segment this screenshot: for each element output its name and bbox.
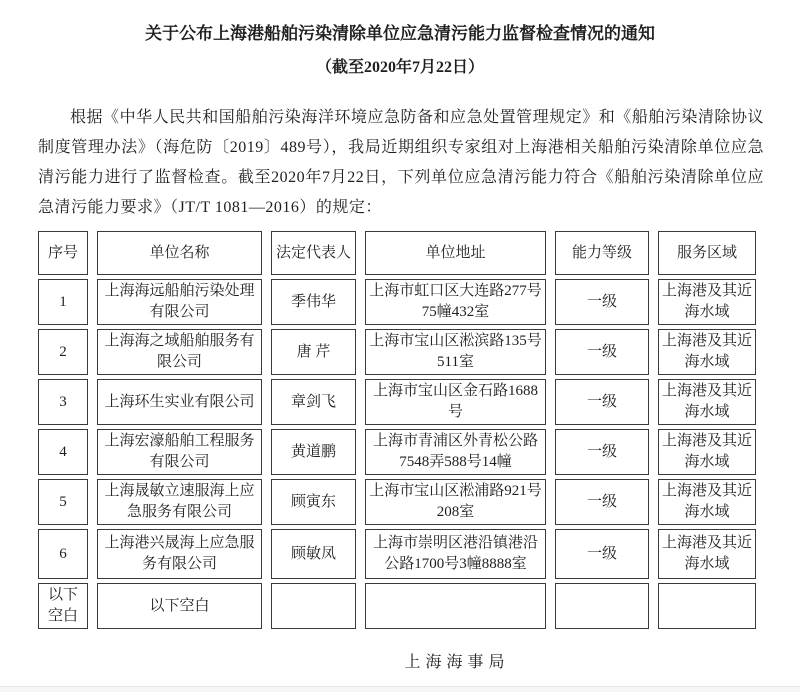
col-header-address: 单位地址 [365, 231, 546, 275]
col-header-region: 服务区域 [658, 231, 756, 275]
bottom-strip [0, 686, 800, 692]
cell-grade: 一级 [555, 279, 649, 325]
cell-company: 上海晟敏立速服海上应急服务有限公司 [97, 479, 262, 525]
cell-company: 上海宏濠船舶工程服务有限公司 [97, 429, 262, 475]
document-footer-signature: 上海海事局 [404, 654, 510, 671]
cell-company: 上海港兴晟海上应急服务有限公司 [97, 529, 262, 579]
cell-grade: 一级 [555, 379, 649, 425]
col-header-representative: 法定代表人 [271, 231, 356, 275]
inspection-results-table [29, 227, 765, 633]
cell-grade: 一级 [555, 429, 649, 475]
cell-grade: 一级 [555, 479, 649, 525]
document-subtitle: （截至2020年7月22日） [315, 59, 484, 76]
col-header-grade: 能力等级 [555, 231, 649, 275]
cell-representative: 黄道鹏 [271, 429, 356, 475]
cell-serial: 4 [38, 429, 88, 475]
table-row [38, 429, 756, 475]
cell-address: 上海市青浦区外青松公路7548弄588号14幢 [365, 429, 546, 475]
cell-representative: 唐 芹 [271, 329, 356, 375]
cell-grade [555, 583, 649, 629]
cell-representative: 季伟华 [271, 279, 356, 325]
cell-address: 上海市虹口区大连路277号75幢432室 [365, 279, 546, 325]
cell-region: 上海港及其近海水域 [658, 529, 756, 579]
document-title: 关于公布上海港船舶污染清除单位应急清污能力监督检查情况的通知 [145, 24, 655, 43]
document-paragraph: 根据《中华人民共和国船舶污染海洋环境应急防备和应急处置管理规定》和《船舶污染清除协议制度管理办法》（海危防〔2019〕489号），我局近期组织专家组对上海港相关船舶污染清除单位应急清污能力进行了监督检查。截至2020年7月22日，下列单位应急清污能力符合《船舶污染清除单位应急清污能力要求》（JT/T 1081—2016）的规定： [38, 109, 764, 216]
table-row [38, 479, 756, 525]
cell-region: 上海港及其近海水域 [658, 429, 756, 475]
cell-region [658, 583, 756, 629]
cell-grade: 一级 [555, 529, 649, 579]
cell-company: 上海海远船舶污染处理有限公司 [97, 279, 262, 325]
cell-representative: 顾敏凤 [271, 529, 356, 579]
cell-representative [271, 583, 356, 629]
table-row-blank [38, 583, 756, 629]
document-page [0, 22, 800, 692]
cell-address: 上海市宝山区金石路1688号 [365, 379, 546, 425]
cell-serial: 3 [38, 379, 88, 425]
cell-serial: 5 [38, 479, 88, 525]
cell-serial: 以下空白 [38, 583, 88, 629]
table-row [38, 279, 756, 325]
cell-address: 上海市宝山区淞浦路921号208室 [365, 479, 546, 525]
cell-company: 上海环生实业有限公司 [97, 379, 262, 425]
cell-serial: 1 [38, 279, 88, 325]
cell-serial: 6 [38, 529, 88, 579]
table-header-row [38, 231, 756, 275]
col-header-company: 单位名称 [97, 231, 262, 275]
cell-region: 上海港及其近海水域 [658, 479, 756, 525]
cell-region: 上海港及其近海水域 [658, 329, 756, 375]
cell-address: 上海市宝山区淞滨路135号511室 [365, 329, 546, 375]
cell-region: 上海港及其近海水域 [658, 379, 756, 425]
cell-representative: 章剑飞 [271, 379, 356, 425]
table-row [38, 379, 756, 425]
cell-address: 上海市崇明区港沿镇港沿公路1700号3幢8888室 [365, 529, 546, 579]
cell-representative: 顾寅东 [271, 479, 356, 525]
cell-region: 上海港及其近海水域 [658, 279, 756, 325]
cell-company: 上海海之域船舶服务有限公司 [97, 329, 262, 375]
table-row [38, 329, 756, 375]
cell-company: 以下空白 [97, 583, 262, 629]
col-header-serial: 序号 [38, 231, 88, 275]
table-row [38, 529, 756, 579]
cell-serial: 2 [38, 329, 88, 375]
cell-address [365, 583, 546, 629]
cell-grade: 一级 [555, 329, 649, 375]
